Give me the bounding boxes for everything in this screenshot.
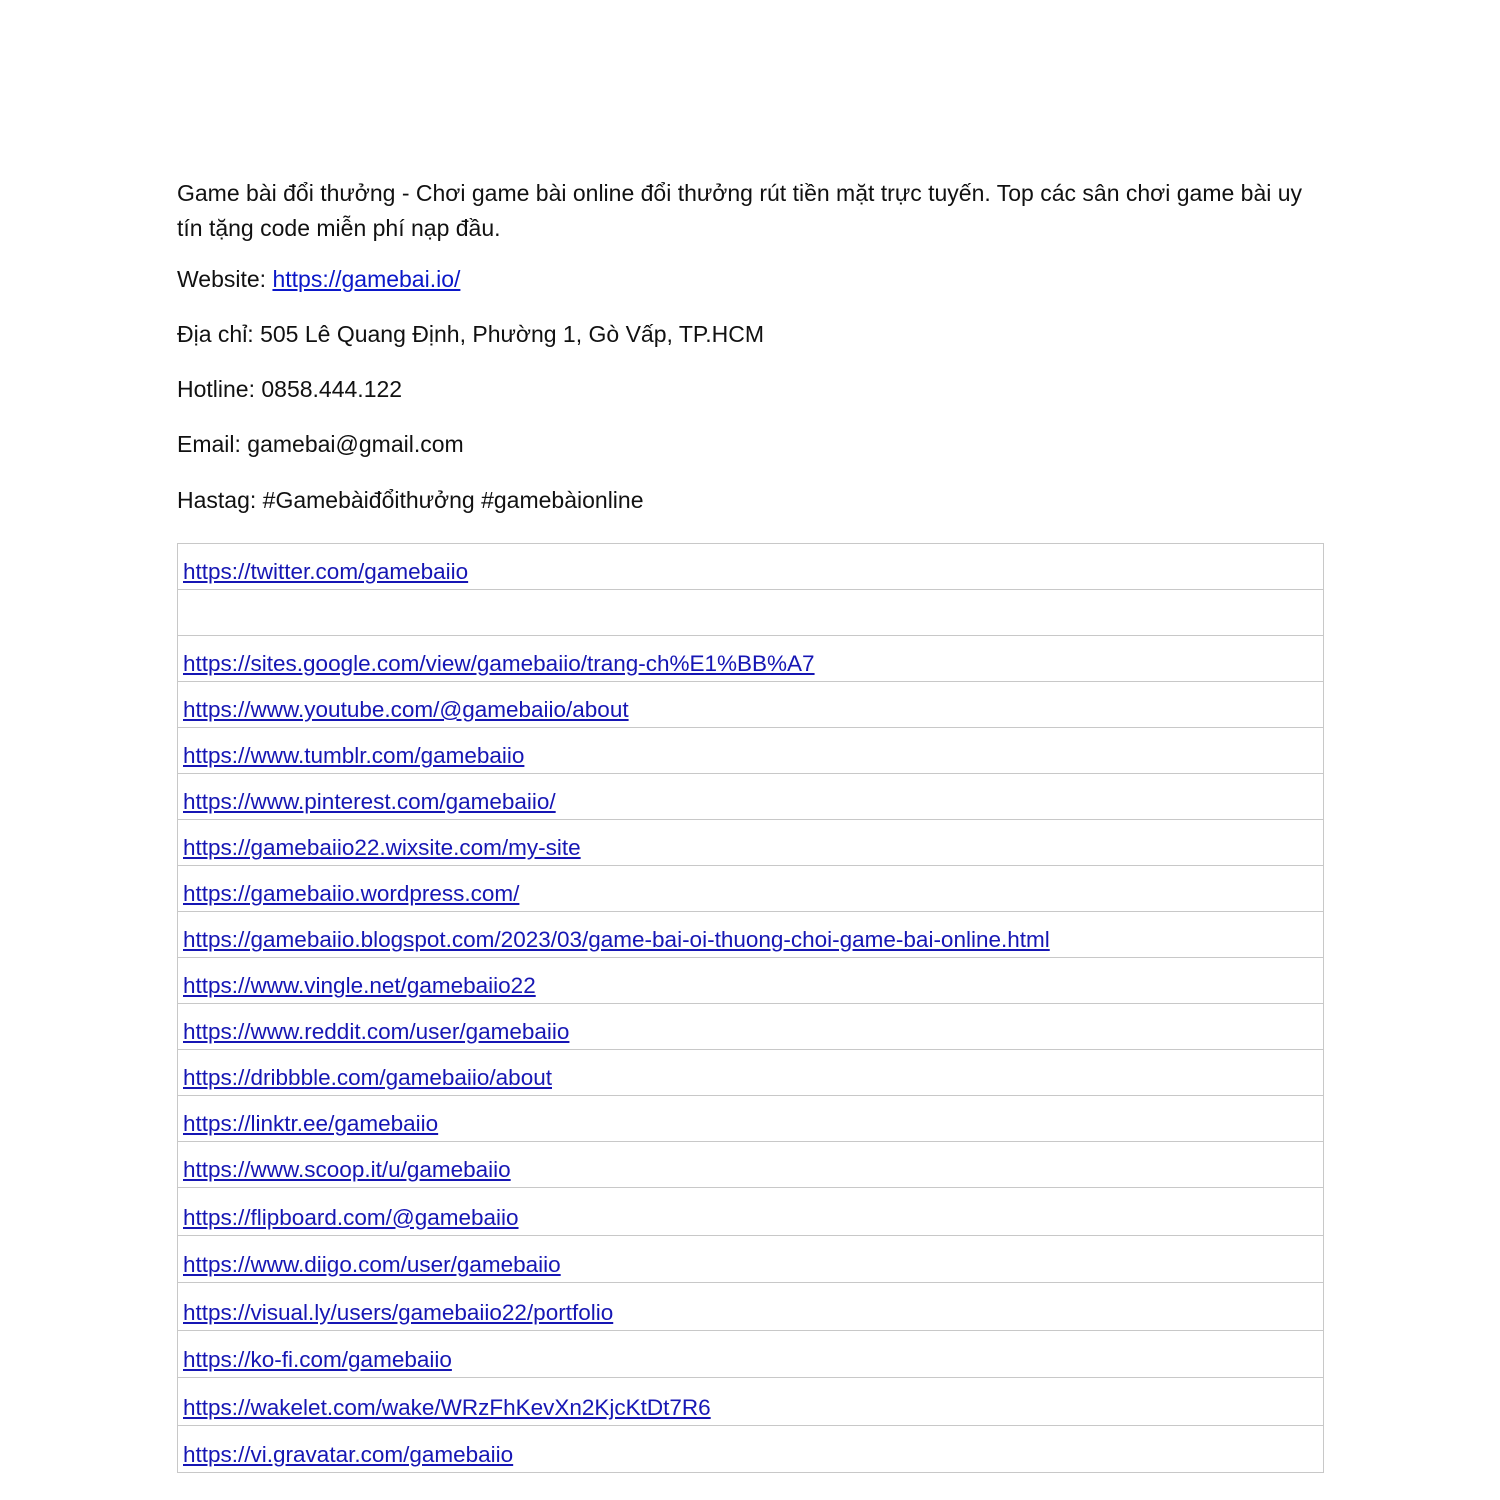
table-cell — [178, 1378, 1324, 1426]
table-cell — [178, 1283, 1324, 1331]
table-row — [178, 912, 1324, 958]
table-cell — [178, 912, 1324, 958]
table-row — [178, 1425, 1324, 1473]
link[interactable]: https://vi.gravatar.com/gamebaiio — [183, 1442, 514, 1467]
link[interactable]: https://twitter.com/gamebaiio — [183, 559, 469, 584]
table-cell — [178, 774, 1324, 820]
table-cell — [178, 866, 1324, 912]
link[interactable]: https://gamebaiio.blogspot.com/2023/03/game-bai-oi-thuong-choi-game-bai-online.html — [183, 927, 1050, 952]
table-row — [178, 1330, 1324, 1378]
link[interactable]: https://wakelet.com/wake/WRzFhKevXn2KjcKtDt7R6 — [183, 1394, 711, 1420]
email-line: Email: gamebai@gmail.com — [177, 431, 464, 457]
table-cell — [178, 1330, 1324, 1378]
table-row — [178, 590, 1324, 636]
table-cell — [178, 1188, 1324, 1236]
table-row — [178, 1004, 1324, 1050]
table-cell — [178, 636, 1324, 682]
link[interactable]: https://www.diigo.com/user/gamebaiio — [183, 1252, 561, 1277]
links-table — [177, 543, 1324, 1473]
table-row — [178, 1235, 1324, 1283]
table-cell — [178, 1142, 1324, 1188]
table-cell — [178, 728, 1324, 774]
table-row — [178, 544, 1324, 590]
table-row — [178, 820, 1324, 866]
link[interactable]: https://www.vingle.net/gamebaiio22 — [183, 973, 536, 998]
website-link[interactable]: https://gamebai.io/ — [272, 266, 461, 292]
link[interactable]: https://gamebaiio22.wixsite.com/my-site — [183, 835, 581, 860]
table-row — [178, 1378, 1324, 1426]
website-line — [177, 266, 460, 293]
table-row — [178, 1050, 1324, 1096]
intro-paragraph: Game bài đổi thưởng - Chơi game bài online đổi thưởng rút tiền mặt trực tuyến. Top các sân chơi game bài uy tín tặng code miễn phí nạp đầu. — [177, 180, 1303, 241]
link[interactable]: https://dribbble.com/gamebaiio/about — [183, 1065, 552, 1090]
hashtag-line: Hastag: #Gamebàiđổithưởng #gamebàionline — [177, 487, 644, 513]
table-cell — [178, 1050, 1324, 1096]
link[interactable]: https://www.reddit.com/user/gamebaiio — [183, 1019, 570, 1044]
link[interactable]: https://sites.google.com/view/gamebaiio/trang-ch%E1%BB%A7 — [183, 651, 815, 676]
table-cell — [178, 1235, 1324, 1283]
table-row — [178, 1283, 1324, 1331]
link[interactable]: https://ko-fi.com/gamebaiio — [183, 1347, 452, 1372]
link[interactable]: https://www.youtube.com/@gamebaiio/about — [183, 697, 629, 722]
table-cell — [178, 682, 1324, 728]
table-row — [178, 636, 1324, 682]
table-row — [178, 774, 1324, 820]
table-cell — [178, 1004, 1324, 1050]
table-cell — [178, 1425, 1324, 1473]
address-line: Địa chỉ: 505 Lê Quang Định, Phường 1, Gò Vấp, TP.HCM — [177, 321, 765, 347]
link[interactable]: https://visual.ly/users/gamebaiio22/portfolio — [183, 1299, 614, 1325]
table-row — [178, 1188, 1324, 1236]
hotline-line: Hotline: 0858.444.122 — [177, 376, 403, 402]
table-row — [178, 1096, 1324, 1142]
table-row — [178, 1142, 1324, 1188]
table-cell — [178, 1096, 1324, 1142]
table-row — [178, 682, 1324, 728]
link[interactable]: https://www.scoop.it/u/gamebaiio — [183, 1157, 511, 1182]
website-label: Website: — [177, 266, 273, 292]
link[interactable]: https://gamebaiio.wordpress.com/ — [183, 881, 520, 906]
link[interactable]: https://www.pinterest.com/gamebaiio/ — [183, 789, 556, 814]
table-cell — [178, 820, 1324, 866]
table-row — [178, 958, 1324, 1004]
table-cell — [178, 544, 1324, 590]
table-row — [178, 866, 1324, 912]
link[interactable]: https://www.tumblr.com/gamebaiio — [183, 743, 525, 768]
link[interactable]: https://linktr.ee/gamebaiio — [183, 1111, 439, 1136]
table-cell — [178, 958, 1324, 1004]
table-row — [178, 728, 1324, 774]
table-cell — [178, 590, 1324, 636]
link[interactable]: https://flipboard.com/@gamebaiio — [183, 1204, 519, 1230]
